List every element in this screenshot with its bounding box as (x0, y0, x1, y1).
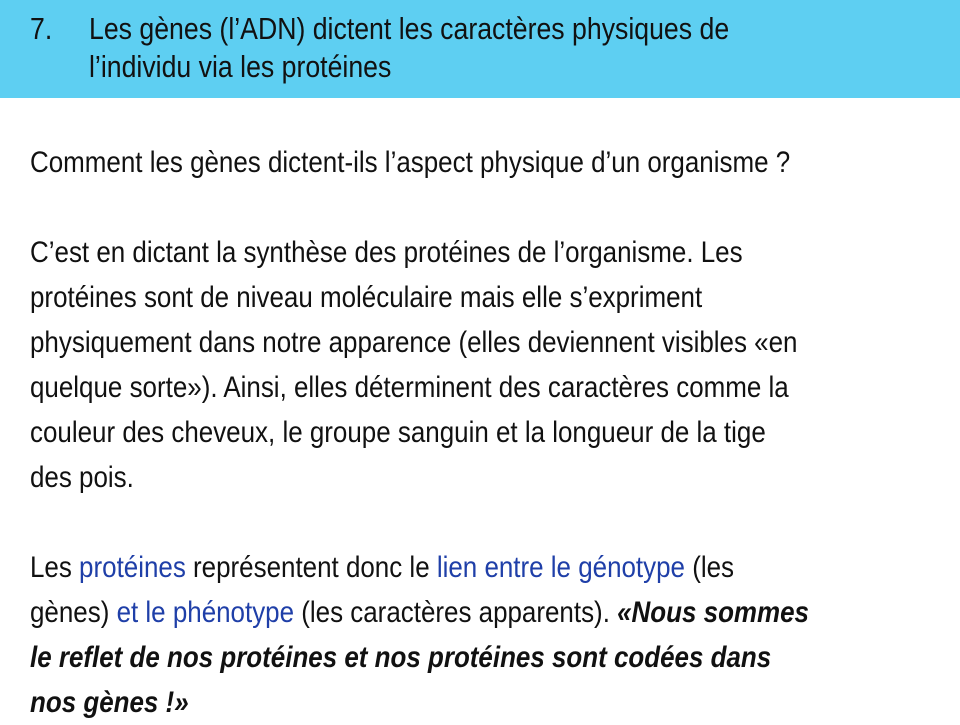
question-text: Comment les gènes dictent-ils l’aspect physique d’un organisme ? (30, 146, 791, 179)
emphasis-quote: nos gènes !» (30, 686, 189, 719)
answer-line: physiquement dans notre apparence (elles deviennent visibles «en (30, 326, 798, 359)
answer-line: protéines sont de niveau moléculaire mais elle s’expriment (30, 281, 703, 314)
answer-line: couleur des cheveux, le groupe sanguin et la longueur de la tige (30, 416, 766, 449)
slide-body (30, 140, 947, 725)
conclusion-text: gènes) (30, 596, 117, 629)
highlight-genotype: lien entre le génotype (436, 551, 685, 584)
highlight-phenotype: et le phénotype (116, 596, 295, 629)
highlight-proteines: protéines (79, 551, 186, 584)
blank-line (30, 185, 947, 230)
answer-line: C’est en dictant la synthèse des protéines de l’organisme. Les (30, 236, 743, 269)
conclusion-text: représentent donc le (185, 551, 437, 584)
slide-title (89, 10, 820, 86)
title-band (0, 0, 960, 98)
emphasis-quote: le reflet de nos protéines et nos protéines sont codées dans (30, 641, 772, 674)
conclusion-line (30, 545, 947, 590)
title-line: Les gènes (l’ADN) dictent les caractères physiques de (89, 11, 730, 46)
title-line: l’individu via les protéines (89, 49, 392, 84)
answer-line: quelque sorte»). Ainsi, elles déterminent des caractères comme la (30, 371, 789, 404)
blank-line (30, 500, 947, 545)
answer-line: des pois. (30, 461, 134, 494)
conclusion-line (30, 590, 947, 635)
conclusion-text: Les (30, 551, 80, 584)
title-number: 7. (30, 11, 53, 46)
conclusion-text: (les caractères apparents). (294, 596, 618, 629)
emphasis-quote: «Nous sommes (617, 596, 809, 629)
conclusion-text: (les (684, 551, 735, 584)
